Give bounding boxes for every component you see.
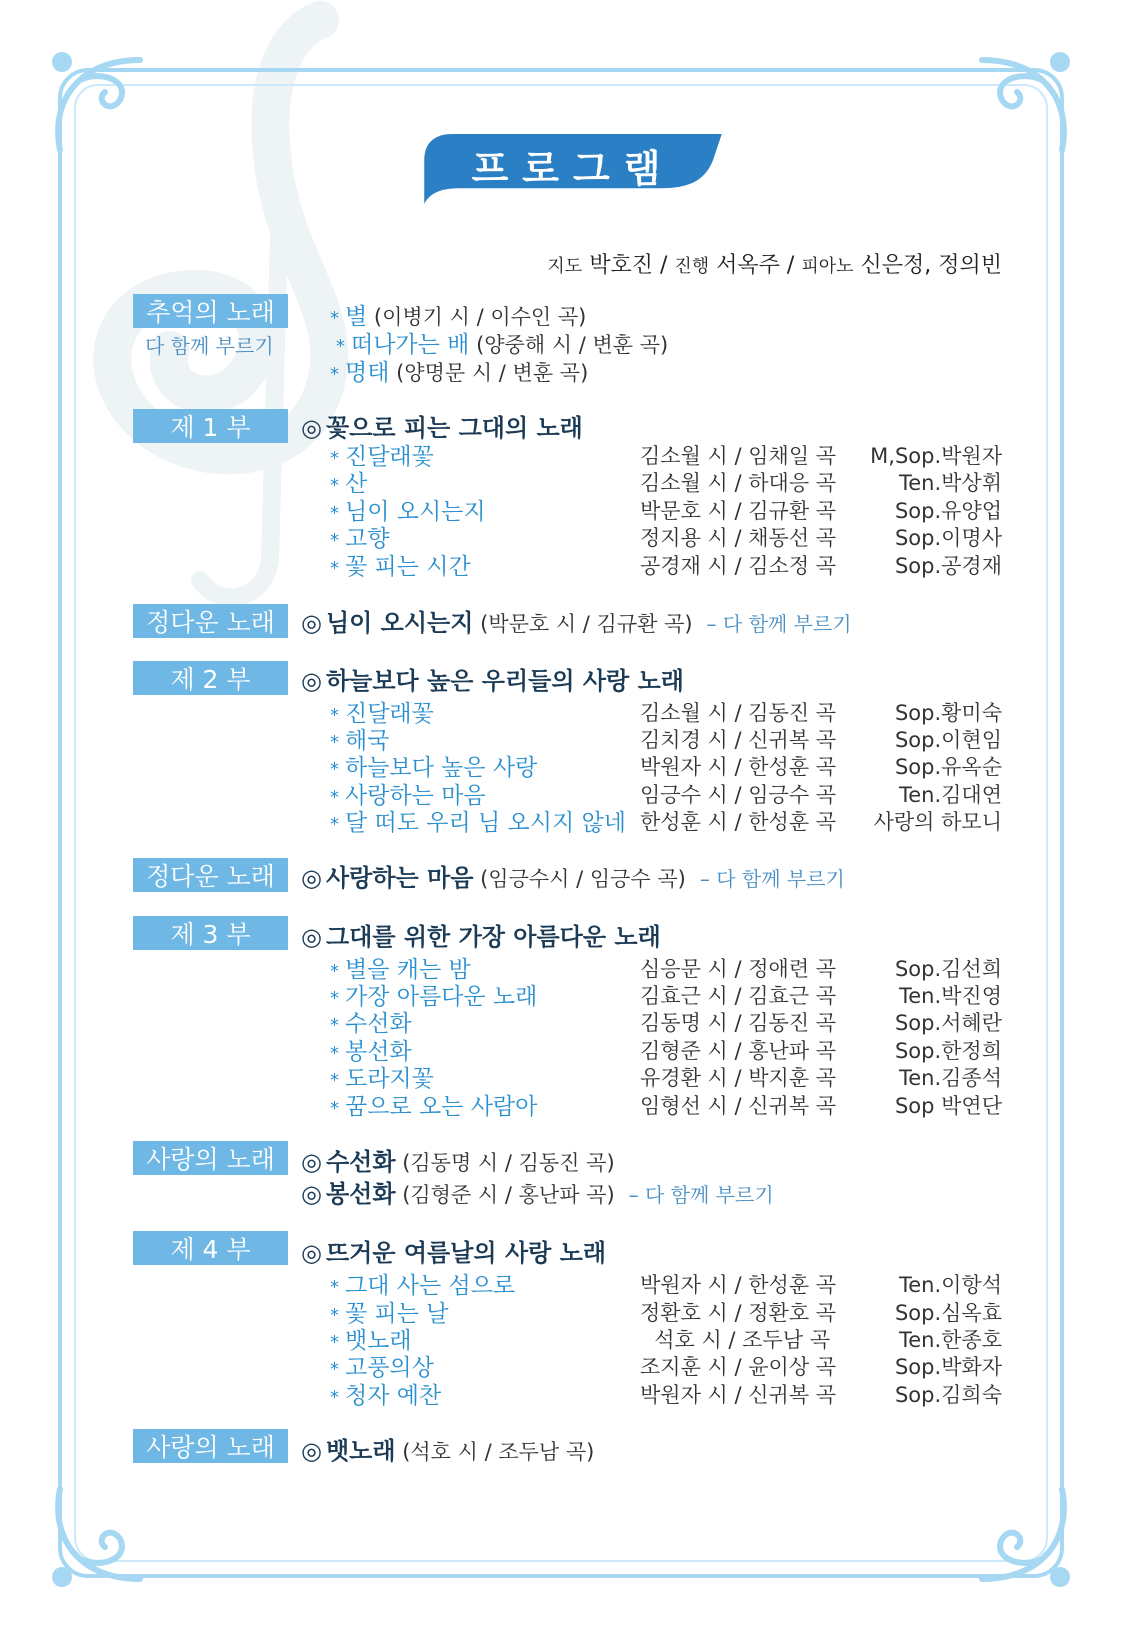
song-title: 봉선화 bbox=[345, 1039, 412, 1065]
section-heading bbox=[301, 917, 661, 952]
bullet-icon: * bbox=[336, 336, 345, 357]
bullet-icon: * bbox=[330, 1387, 339, 1408]
song-title: 하늘보다 높은 사랑 bbox=[345, 755, 538, 781]
bullet-icon: * bbox=[330, 988, 339, 1009]
song-item bbox=[330, 1088, 537, 1121]
corner-ornament-icon bbox=[932, 1449, 1082, 1599]
song-performer: Sop.황미숙 bbox=[894, 701, 1002, 725]
sing-along-note: – 다 함께 부르기 bbox=[699, 867, 845, 891]
bullet-icon: * bbox=[330, 1098, 339, 1119]
song-title: 떠나가는 배 bbox=[351, 332, 470, 358]
song-item bbox=[330, 804, 626, 837]
song-title: 별 bbox=[345, 304, 368, 330]
sing-along-note: – 다 함께 부르기 bbox=[706, 612, 852, 636]
song-performer: Ten.김대연 bbox=[898, 783, 1002, 807]
song-performer: Sop.심옥효 bbox=[894, 1301, 1002, 1325]
song-performer: Sop.이현임 bbox=[894, 728, 1002, 752]
song-credit: (임긍수시 / 임긍수 곡) bbox=[473, 867, 686, 891]
section-tag: 정다운 노래 bbox=[133, 858, 288, 892]
song-item bbox=[330, 548, 471, 581]
bullet-icon: * bbox=[330, 364, 339, 385]
song-title: 고풍의상 bbox=[345, 1355, 434, 1381]
song-credit: (이병기 시 / 이수인 곡) bbox=[367, 305, 587, 329]
bullet-icon: * bbox=[330, 814, 339, 835]
song-performer: Sop 박연단 bbox=[894, 1094, 1002, 1118]
heading-text: 그대를 위한 가장 아름다운 노래 bbox=[325, 923, 661, 951]
circle-mark-icon: ◎ bbox=[301, 1180, 322, 1208]
section-tag: 제 3 부 bbox=[133, 916, 288, 950]
song-title: 도라지꽃 bbox=[345, 1066, 434, 1092]
credit-label: 피아노 bbox=[801, 256, 854, 277]
section-tag: 추억의 노래 bbox=[133, 294, 288, 328]
bullet-icon: * bbox=[330, 787, 339, 808]
song-composer: 임긍수 시 / 임긍수 곡 bbox=[640, 783, 837, 807]
circle-mark-icon: ◎ bbox=[301, 1437, 322, 1465]
song-composer: 김효근 시 / 김효근 곡 bbox=[640, 984, 837, 1008]
song-composer: 김소월 시 / 하대응 곡 bbox=[640, 471, 837, 495]
bullet-icon: * bbox=[330, 448, 339, 469]
separator: / bbox=[779, 253, 802, 278]
heading-text: 사랑하는 마음 bbox=[325, 864, 474, 892]
song-composer: 박문호 시 / 김규환 곡 bbox=[640, 499, 837, 523]
song-performer: 사랑의 하모니 bbox=[873, 810, 1002, 834]
corner-ornament-icon bbox=[40, 1449, 190, 1599]
song-composer: 김소월 시 / 임채일 곡 bbox=[640, 444, 837, 468]
song-title: 수선화 bbox=[345, 1011, 412, 1037]
song-performer: Ten.한종호 bbox=[898, 1328, 1002, 1352]
song-composer: 정환호 시 / 정환호 곡 bbox=[640, 1301, 837, 1325]
song-performer: Ten.김종석 bbox=[898, 1066, 1002, 1090]
song-performer: Sop.유양업 bbox=[894, 499, 1002, 523]
song-credit: (석호 시 / 조두남 곡) bbox=[395, 1440, 595, 1464]
song-composer: 한성훈 시 / 한성훈 곡 bbox=[640, 810, 837, 834]
song-title: 산 bbox=[345, 471, 368, 497]
song-performer: Sop.김선희 bbox=[894, 957, 1002, 981]
bullet-icon: * bbox=[330, 1015, 339, 1036]
song-title: 해국 bbox=[345, 728, 390, 754]
song-credit: (김동명 시 / 김동진 곡) bbox=[395, 1151, 615, 1175]
song-credit: (양중해 시 / 변훈 곡) bbox=[469, 333, 669, 357]
song-title: 별을 캐는 밤 bbox=[345, 957, 471, 983]
separator: / bbox=[652, 253, 675, 278]
bullet-icon: * bbox=[330, 308, 339, 329]
bullet-icon: * bbox=[330, 1043, 339, 1064]
page-title: 프로그램 bbox=[471, 146, 675, 191]
bullet-icon: * bbox=[330, 503, 339, 524]
song-title: 고향 bbox=[345, 526, 390, 552]
section-tag: 제 1 부 bbox=[133, 409, 288, 443]
song-performer: Ten.이항석 bbox=[898, 1273, 1002, 1297]
heading-text: 뜨거운 여름날의 사랑 노래 bbox=[325, 1239, 607, 1267]
song-title: 님이 오시는지 bbox=[345, 499, 486, 525]
bullet-icon: * bbox=[330, 1359, 339, 1380]
credit-label: 진행 bbox=[674, 256, 710, 277]
credit-name: 신은정, 정의빈 bbox=[860, 253, 1002, 278]
song-performer: Sop.한정희 bbox=[894, 1039, 1002, 1063]
credit-name: 박호진 bbox=[589, 253, 653, 278]
song-performer: M,Sop.박원자 bbox=[870, 444, 1002, 468]
credit-name: 서옥주 bbox=[716, 253, 780, 278]
song-title: 그대 사는 섬으로 bbox=[345, 1273, 516, 1299]
circle-mark-icon: ◎ bbox=[301, 923, 322, 951]
circle-mark-icon: ◎ bbox=[301, 864, 322, 892]
song-item bbox=[330, 1377, 441, 1410]
song-title: 달 떠도 우리 님 오시지 않네 bbox=[345, 810, 626, 836]
song-composer: 김동명 시 / 김동진 곡 bbox=[640, 1011, 837, 1035]
song-title: 꽃 피는 날 bbox=[345, 1301, 449, 1327]
section-tag: 정다운 노래 bbox=[133, 604, 288, 638]
circle-mark-icon: ◎ bbox=[301, 1239, 322, 1267]
credits-line bbox=[547, 248, 1002, 279]
heading-text: 하늘보다 높은 우리들의 사랑 노래 bbox=[325, 667, 684, 695]
section-tag: 사랑의 노래 bbox=[133, 1141, 288, 1175]
song-title: 뱃노래 bbox=[345, 1328, 412, 1354]
song-title: 청자 예찬 bbox=[345, 1383, 442, 1409]
song-composer: 김소월 시 / 김동진 곡 bbox=[640, 701, 837, 725]
song-performer: Ten.박진영 bbox=[898, 984, 1002, 1008]
song-title: 진달래꽃 bbox=[345, 444, 434, 470]
section-heading bbox=[301, 603, 852, 638]
section-heading bbox=[301, 1233, 606, 1268]
heading-text: 뱃노래 bbox=[325, 1437, 396, 1465]
section-tag: 제 2 부 bbox=[133, 661, 288, 695]
corner-ornament-icon bbox=[932, 40, 1082, 190]
song-composer: 박원자 시 / 한성훈 곡 bbox=[640, 1273, 837, 1297]
section-heading bbox=[301, 1174, 774, 1209]
song-title: 꿈으로 오는 사람아 bbox=[345, 1094, 538, 1120]
bullet-icon: * bbox=[330, 1305, 339, 1326]
section-heading bbox=[301, 858, 845, 893]
song-item bbox=[330, 354, 588, 387]
bullet-icon: * bbox=[330, 558, 339, 579]
circle-mark-icon: ◎ bbox=[301, 1148, 322, 1176]
heading-text: 님이 오시는지 bbox=[325, 609, 474, 637]
song-title: 가장 아름다운 노래 bbox=[345, 984, 538, 1010]
section-subtitle: 다 함께 부르기 bbox=[145, 334, 274, 358]
sing-along-note: – 다 함께 부르기 bbox=[628, 1183, 774, 1207]
section-heading bbox=[301, 661, 684, 696]
bullet-icon: * bbox=[330, 1277, 339, 1298]
song-title: 사랑하는 마음 bbox=[345, 783, 486, 809]
song-composer: 심응문 시 / 정애련 곡 bbox=[640, 957, 837, 981]
section-tag: 제 4 부 bbox=[133, 1231, 288, 1265]
song-title: 꽃 피는 시간 bbox=[345, 554, 471, 580]
song-composer: 박원자 시 / 신귀복 곡 bbox=[640, 1383, 837, 1407]
song-composer: 박원자 시 / 한성훈 곡 bbox=[640, 755, 837, 779]
heading-text: 수선화 bbox=[325, 1148, 396, 1176]
song-composer: 김치경 시 / 신귀복 곡 bbox=[640, 728, 837, 752]
song-title: 명태 bbox=[345, 360, 390, 386]
song-composer: 임형선 시 / 신귀복 곡 bbox=[640, 1094, 837, 1118]
credit-label: 지도 bbox=[547, 256, 583, 277]
song-performer: Sop.공경재 bbox=[894, 554, 1002, 578]
bullet-icon: * bbox=[330, 732, 339, 753]
song-composer: 석호 시 / 조두남 곡 bbox=[654, 1328, 830, 1352]
circle-mark-icon: ◎ bbox=[301, 414, 322, 442]
circle-mark-icon: ◎ bbox=[301, 667, 322, 695]
section-heading bbox=[301, 1142, 615, 1177]
song-composer: 유경환 시 / 박지훈 곡 bbox=[640, 1066, 837, 1090]
song-credit: (김형준 시 / 홍난파 곡) bbox=[395, 1183, 615, 1207]
song-composer: 김형준 시 / 홍난파 곡 bbox=[640, 1039, 837, 1063]
song-performer: Sop.유옥순 bbox=[894, 755, 1002, 779]
bullet-icon: * bbox=[330, 530, 339, 551]
heading-text: 봉선화 bbox=[325, 1180, 396, 1208]
song-composer: 정지용 시 / 채동선 곡 bbox=[640, 526, 837, 550]
song-performer: Sop.이명사 bbox=[894, 526, 1002, 550]
song-composer: 조지훈 시 / 윤이상 곡 bbox=[640, 1355, 837, 1379]
bullet-icon: * bbox=[330, 1332, 339, 1353]
section-heading bbox=[301, 1431, 594, 1466]
bullet-icon: * bbox=[330, 759, 339, 780]
circle-mark-icon: ◎ bbox=[301, 609, 322, 637]
song-composer: 공경재 시 / 김소정 곡 bbox=[640, 554, 837, 578]
bullet-icon: * bbox=[330, 705, 339, 726]
song-title: 진달래꽃 bbox=[345, 701, 434, 727]
bullet-icon: * bbox=[330, 475, 339, 496]
bullet-icon: * bbox=[330, 1070, 339, 1091]
heading-text: 꽃으로 피는 그대의 노래 bbox=[325, 414, 583, 442]
song-credit: (박문호 시 / 김규환 곡) bbox=[473, 612, 693, 636]
corner-ornament-icon bbox=[40, 40, 190, 190]
section-tag: 사랑의 노래 bbox=[133, 1429, 288, 1463]
song-performer: Sop.김희숙 bbox=[894, 1383, 1002, 1407]
song-performer: Sop.박화자 bbox=[894, 1355, 1002, 1379]
song-credit: (양명문 시 / 변훈 곡) bbox=[389, 361, 589, 385]
song-performer: Sop.서혜란 bbox=[894, 1011, 1002, 1035]
bullet-icon: * bbox=[330, 961, 339, 982]
song-performer: Ten.박상휘 bbox=[898, 471, 1002, 495]
